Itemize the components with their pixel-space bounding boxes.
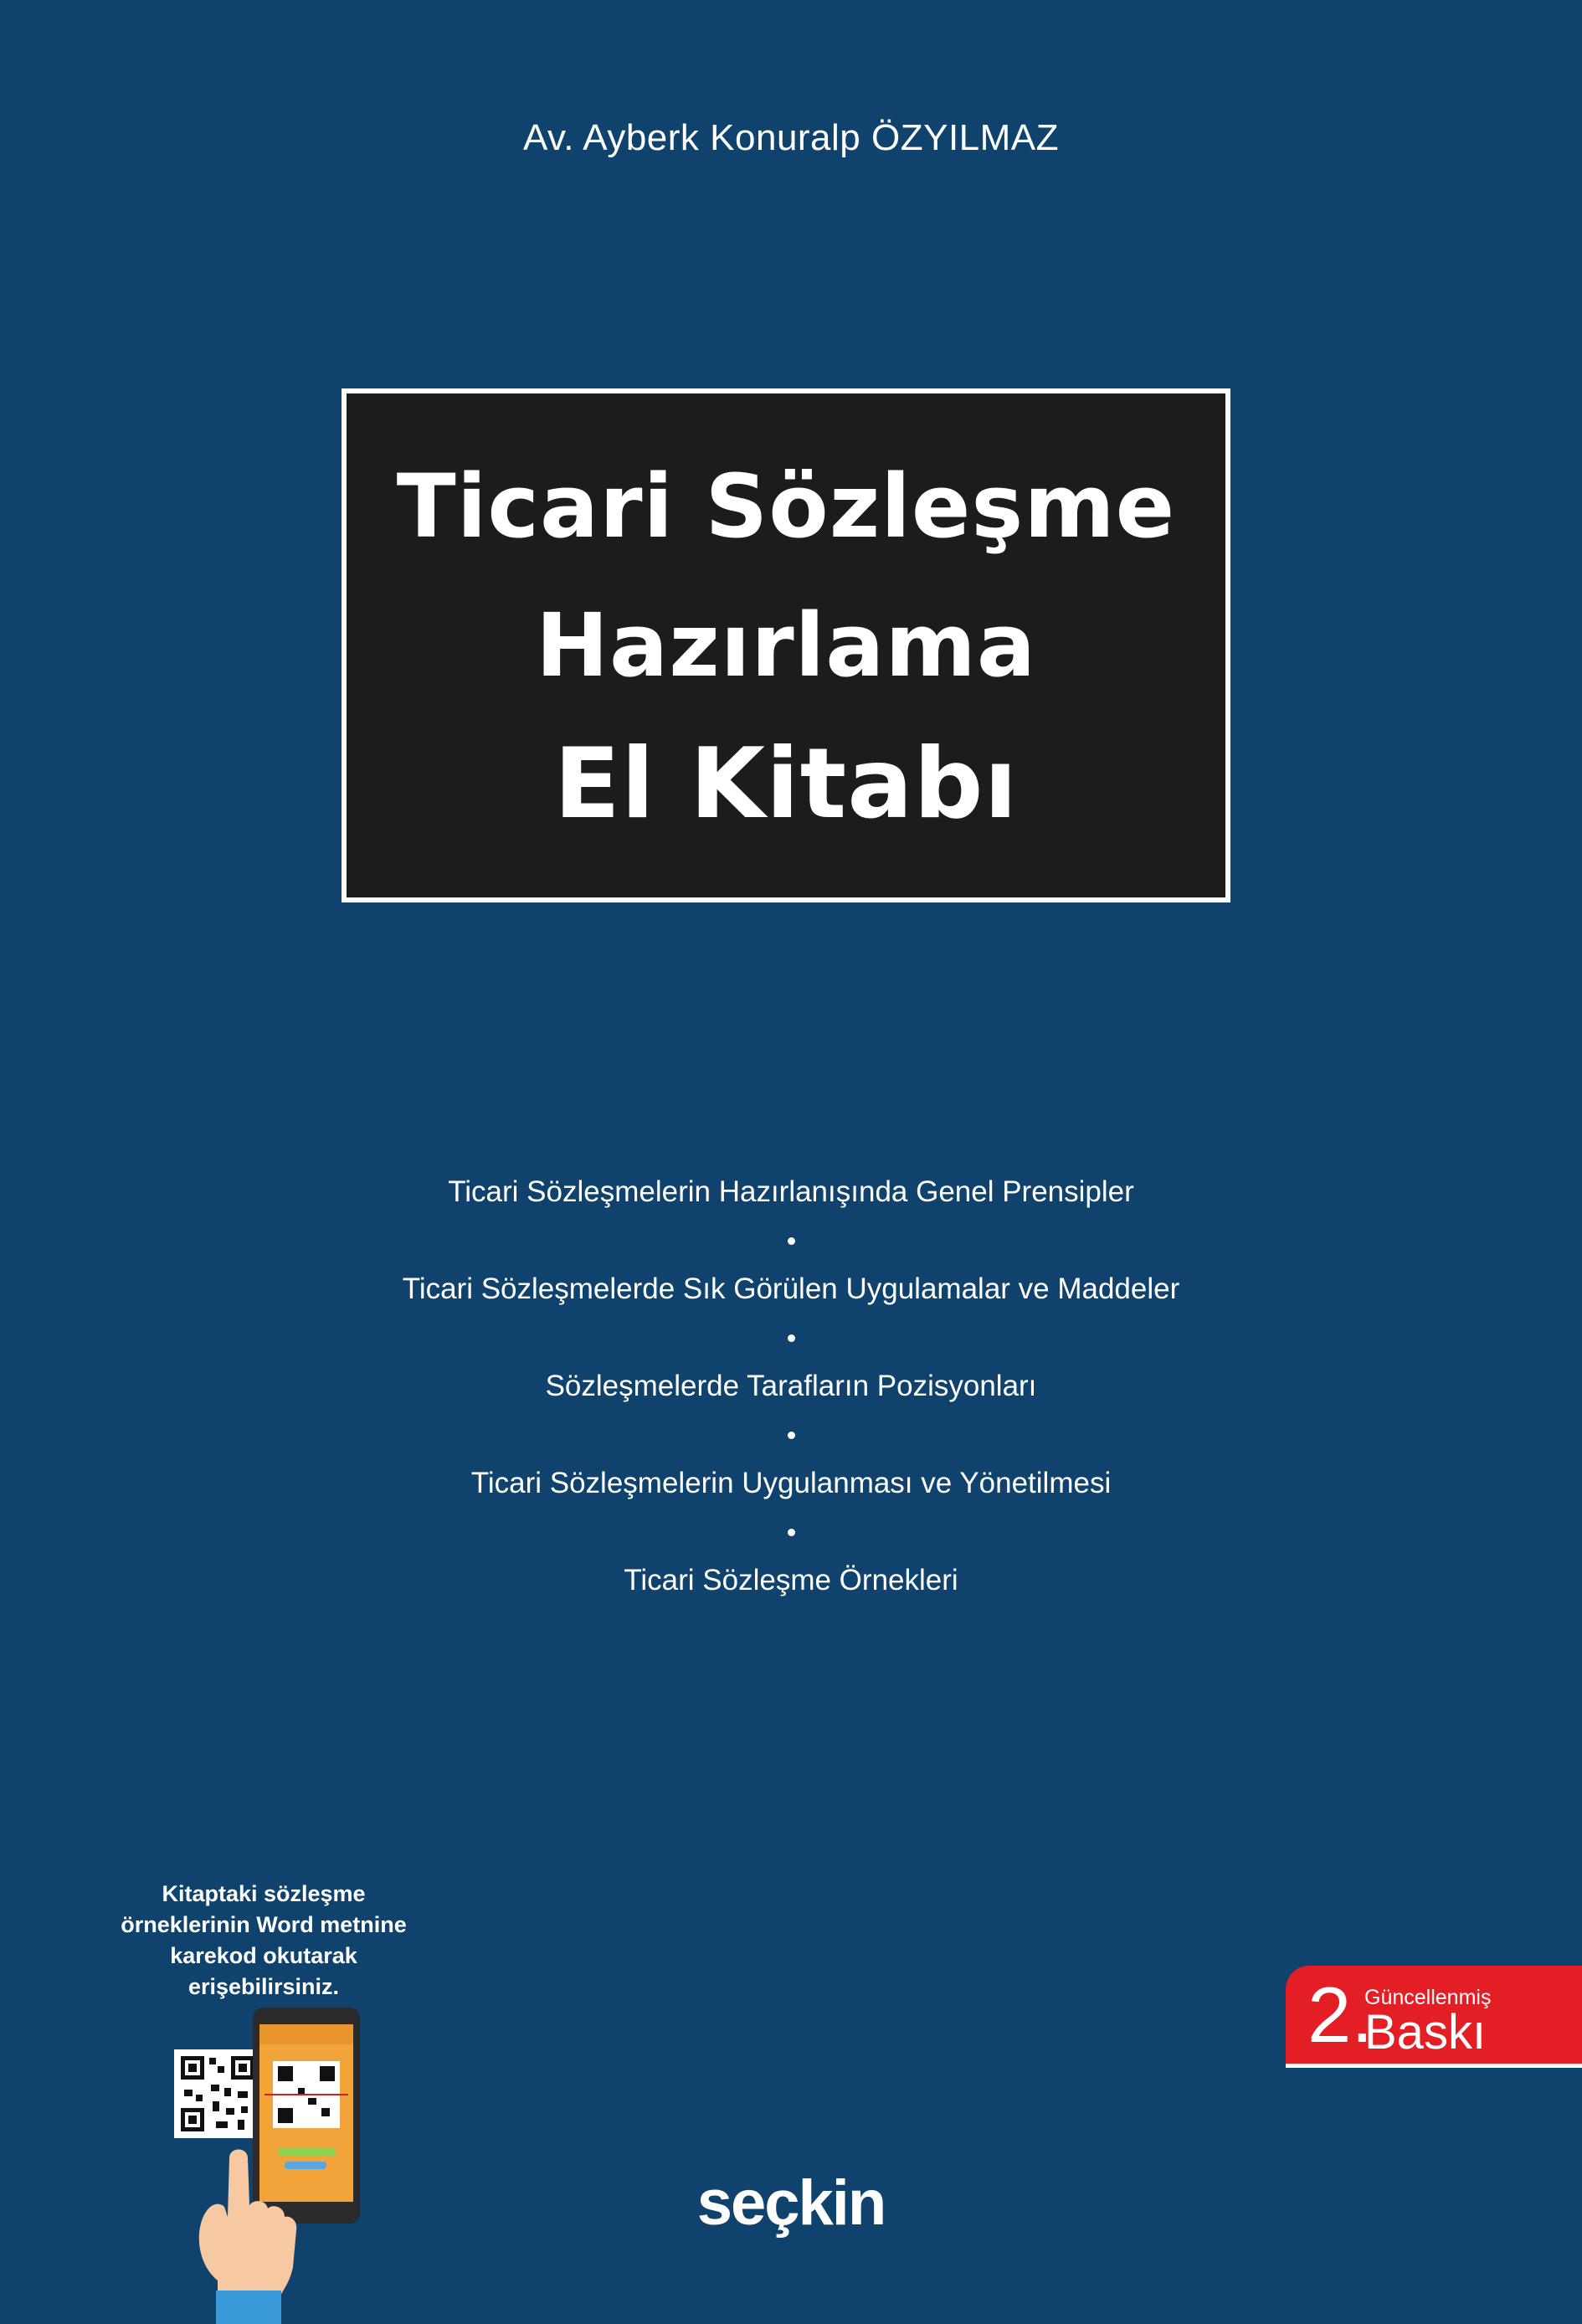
topic-item: Ticari Sözleşmelerin Hazırlanışında Genel Prensipler xyxy=(448,1175,1134,1208)
qr-note-line: örneklerinin Word metnine xyxy=(121,1912,407,1937)
edition-label: Baskı xyxy=(1364,2005,1487,2059)
title-line-1: Ticari Sözleşme xyxy=(396,455,1176,558)
bullet-separator xyxy=(0,1410,1582,1460)
bullet-separator xyxy=(0,1507,1582,1557)
topic-item: Ticari Sözleşmelerde Sık Görülen Uygulamalar ve Maddeler xyxy=(402,1273,1180,1305)
qr-note-line: karekod okutarak xyxy=(170,1943,357,1968)
topic-list xyxy=(0,1169,1582,1604)
edition-badge xyxy=(1286,1966,1582,2068)
qr-note xyxy=(92,1879,435,2003)
bullet-separator xyxy=(0,1313,1582,1363)
edition-subtitle: Güncellenmiş xyxy=(1364,1986,1492,2009)
qr-note-line: Kitaptaki sözleşme xyxy=(162,1881,366,1906)
title-box xyxy=(342,388,1230,902)
bullet-separator xyxy=(0,1216,1582,1266)
qr-code-icon[interactable] xyxy=(174,2049,261,2138)
publisher-logo: seçkin xyxy=(696,2167,886,2239)
qr-note-line: erişebilirsiniz. xyxy=(187,1974,340,1999)
title-line-3: El Kitabı xyxy=(553,728,1019,841)
topic-item: Ticari Sözleşmelerin Uygulanması ve Yönetilmesi xyxy=(470,1467,1112,1499)
edition-number: 2. xyxy=(1307,1971,1374,2059)
topic-item: Ticari Sözleşme Örnekleri xyxy=(624,1564,958,1596)
title-line-2: Hazırlama xyxy=(535,594,1037,697)
qr-scan-illustration xyxy=(167,2008,377,2324)
topic-item: Sözleşmelerde Tarafların Pozisyonları xyxy=(545,1370,1037,1402)
author-name: Av. Ayberk Konuralp ÖZYILMAZ xyxy=(522,117,1060,158)
